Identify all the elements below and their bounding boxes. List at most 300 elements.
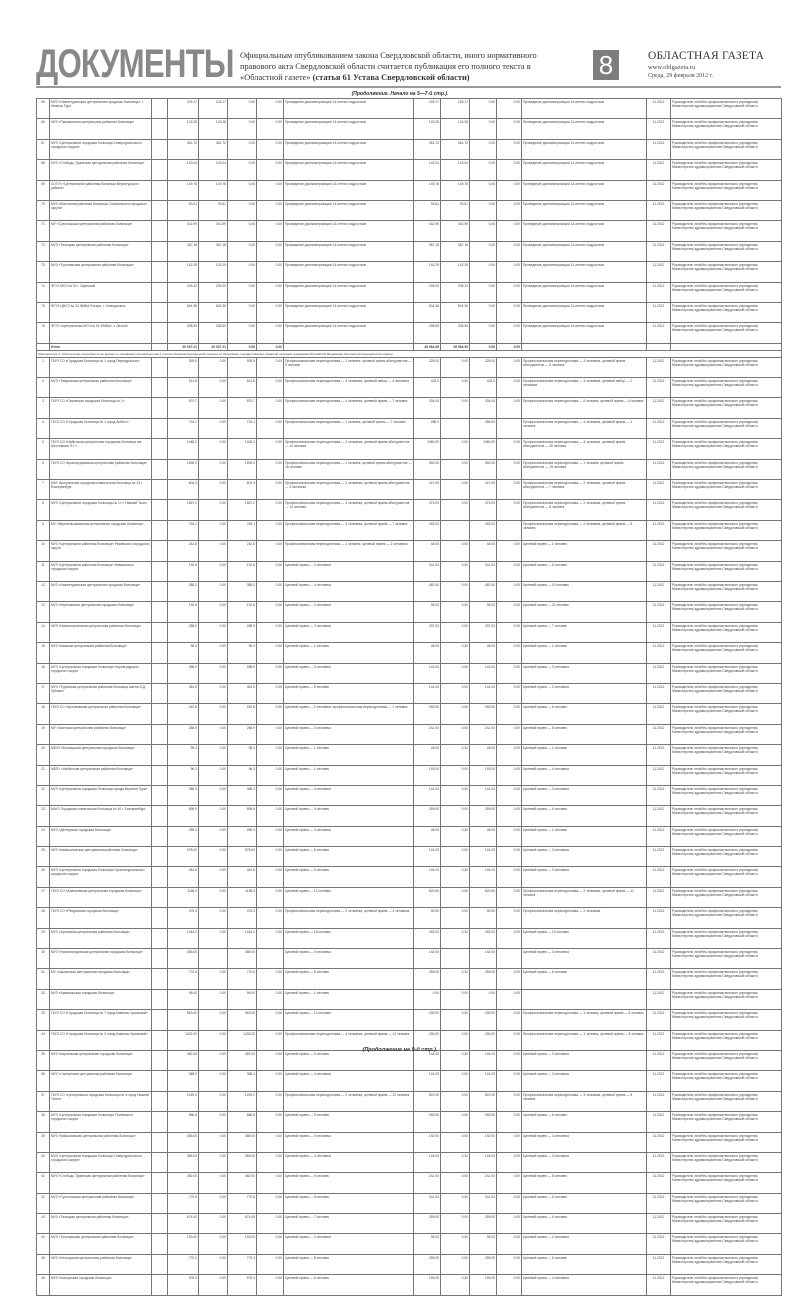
term-cell: 11.2012 <box>647 1234 671 1254</box>
act-cell: Профессиональная переподготовка — 4 человека, целевой прием — 7 человек <box>284 398 414 418</box>
n-cell: 25 <box>37 847 50 867</box>
a2-cell: 289.00 <box>414 806 441 826</box>
c2-cell: 286.00 <box>470 418 497 438</box>
a-cell: 899.9 <box>168 806 199 826</box>
d2-cell: 0.00 <box>497 989 522 1009</box>
empty-cell <box>152 867 168 887</box>
d2-cell <box>497 520 522 540</box>
c2-cell: 241.00 <box>470 1173 497 1193</box>
b2-cell: 0.00 <box>441 459 470 479</box>
d2-cell <box>497 418 522 438</box>
table-row <box>37 1050 782 1070</box>
act2-cell: Целевой прием — 3 человека <box>522 663 647 683</box>
c2-cell: 241.00 <box>470 724 497 744</box>
empty-cell <box>152 119 168 139</box>
b-cell: 0.00 <box>199 500 228 520</box>
c-cell: 764.1 <box>228 520 257 540</box>
org-cell: ФГУЗ ЦМСЧ № 31 ФМБА России, г. Новоуральск <box>50 302 152 322</box>
empty-cell <box>152 1173 168 1193</box>
table-row <box>37 663 782 683</box>
d-cell: 0.00 <box>257 785 284 805</box>
b2-cell: 0.00 <box>441 785 470 805</box>
act-cell: Целевой прием — 2 человека <box>284 1234 414 1254</box>
act-cell: Целевой прием — 4 человека <box>284 785 414 805</box>
d-cell: 0.00 <box>257 160 284 180</box>
b-cell: 0.00 <box>199 908 228 928</box>
table-row <box>37 949 782 969</box>
total-row <box>37 343 782 350</box>
term-cell: 11.2012 <box>647 1254 671 1274</box>
b-cell: 0.00 <box>199 724 228 744</box>
empty-cell <box>152 724 168 744</box>
table-row <box>37 282 782 302</box>
c2-cell: 192.00 <box>470 1132 497 1152</box>
b2-cell: 0.00 <box>441 1010 470 1030</box>
a-cell: 385.00 <box>168 1152 199 1172</box>
term-cell: 11.2012 <box>647 1214 671 1234</box>
a2-cell: 430.00 <box>414 1010 441 1030</box>
act2-cell: Целевой прием — 6 человек <box>522 969 647 989</box>
c-cell: 481.5 <box>228 683 257 703</box>
act-cell: Целевой прием — 6 человек <box>284 847 414 867</box>
d-cell: 0.00 <box>257 500 284 520</box>
act2-cell: Профессиональная переподготовка — 1 человек, целевой прием — 8 человек <box>522 1030 647 1050</box>
empty-cell <box>671 343 782 350</box>
b-cell: 342.99 <box>199 221 228 241</box>
act-cell: Целевой прием — 9 человек <box>284 806 414 826</box>
c2-cell: 0.00 <box>470 323 497 343</box>
a-cell: 149.78 <box>168 180 199 200</box>
c-cell: 385.00 <box>228 1152 257 1172</box>
a-cell: 93.61 <box>168 200 199 220</box>
b-cell: 0.00 <box>199 439 228 459</box>
act-cell: Профессиональная переподготовка — 1 человек, целевой прием — 7 человек <box>284 418 414 438</box>
empty-cell <box>152 1050 168 1070</box>
n-cell: 36 <box>37 1071 50 1091</box>
org-cell: МУЗ «Тугулымская центральная районная больница» <box>50 262 152 282</box>
d2-cell: 0.00 <box>497 439 522 459</box>
d-cell: 0.00 <box>257 887 284 907</box>
empty-cell <box>152 1152 168 1172</box>
c2-cell: 289.00 <box>470 1214 497 1234</box>
responsible-cell: Руководитель лечебно-профилактического учреждения, Министерство здравоохранения Свердловской области <box>671 241 782 261</box>
a-cell: 385.00 <box>168 949 199 969</box>
act2-cell: Целевой прием — 3 человека <box>522 867 647 887</box>
c2-cell: 289.00 <box>470 806 497 826</box>
c2-cell: 0.00 <box>470 989 497 1009</box>
d2-cell: 0.00 <box>497 200 522 220</box>
b2-cell: 0.00 <box>441 1030 470 1050</box>
b2-cell: 0.00 <box>441 643 470 663</box>
table-row <box>37 520 782 540</box>
b-cell: 0.00 <box>199 480 228 500</box>
table-row <box>37 357 782 377</box>
term-cell: 11.2012 <box>647 561 671 581</box>
term-cell: 11.2012 <box>647 928 671 948</box>
d2-cell: 0.00 <box>497 928 522 948</box>
b-cell: 604.36 <box>199 302 228 322</box>
a-cell: 142.29 <box>168 262 199 282</box>
d-cell: 0.00 <box>257 1214 284 1234</box>
d-cell: 0.00 <box>257 806 284 826</box>
n-cell: 74 <box>37 282 50 302</box>
c2-cell: 48.00 <box>470 745 497 765</box>
responsible-cell: Руководитель лечебно-профилактического учреждения, Министерство здравоохранения Свердловской области <box>671 99 782 119</box>
a2-cell: 142.29 <box>414 262 441 282</box>
empty-cell <box>37 343 50 350</box>
total-d-cell: 0.00 <box>257 343 284 350</box>
d-cell: 0.00 <box>257 908 284 928</box>
a2-cell: 193.00 <box>414 1275 441 1295</box>
org-cell: СОГУЗ «Центральная районная больница Верхотурского района» <box>50 180 152 200</box>
c2-cell: 48.00 <box>470 541 497 561</box>
b-cell: 205.20 <box>199 282 228 302</box>
n-cell: 3 <box>37 398 50 418</box>
act2-cell: Целевой прием — 6 человек <box>522 1214 647 1234</box>
empty-cell <box>152 1193 168 1213</box>
table-row <box>37 1234 782 1254</box>
a-cell: 361.72 <box>168 139 199 159</box>
empty-cell <box>152 602 168 622</box>
a2-cell: 149.78 <box>414 180 441 200</box>
responsible-cell: Руководитель лечебно-профилактического учреждения, Министерство здравоохранения Свердловской области <box>671 1214 782 1234</box>
term-cell: 11.2012 <box>647 663 671 683</box>
b2-cell: 0.00 <box>441 724 470 744</box>
act-cell: Профессиональная переподготовка — 4 человека, целевой прием — 13 человек <box>284 1030 414 1050</box>
c2-cell: 337.00 <box>470 622 497 642</box>
b2-cell: 0.00 <box>441 663 470 683</box>
empty-cell <box>152 806 168 826</box>
a2-cell: 205.20 <box>414 282 441 302</box>
b-cell: 0.00 <box>199 867 228 887</box>
act-cell: Проведение диспансеризации 14-летних подростков <box>284 139 414 159</box>
a2-cell: 433.0 <box>414 378 441 398</box>
act2-cell: Целевой прием — 5 человек <box>522 724 647 744</box>
d-cell: 0.00 <box>257 200 284 220</box>
act2-cell: Профессиональная переподготовка — 4 человека, целевой прием — 1 человек <box>522 418 647 438</box>
term-cell: 11.2012 <box>647 302 671 322</box>
d2-cell: 0.00 <box>497 357 522 377</box>
term-cell: 11.2012 <box>647 1112 671 1132</box>
b2-cell: 0.00 <box>441 908 470 928</box>
c2-cell: 0.00 <box>470 262 497 282</box>
b2-cell <box>441 418 470 438</box>
n-cell: 5 <box>37 439 50 459</box>
b2-cell: 0.00 <box>441 704 470 724</box>
act-cell: Целевой прием — 3 человека <box>284 826 414 846</box>
act-cell: Целевой прием — 5 человек <box>284 1050 414 1070</box>
c-cell: 0.00 <box>228 119 257 139</box>
org-cell: МУЗ «Арамильская городская больница» <box>50 989 152 1009</box>
n-cell: 40 <box>37 1152 50 1172</box>
responsible-cell: Руководитель лечебно-профилактического учреждения, Министерство здравоохранения Свердловской области <box>671 683 782 703</box>
act-cell: Проведение диспансеризации 14-летних подростков <box>284 180 414 200</box>
responsible-cell: Руководитель лечебно-профилактического учреждения, Министерство здравоохранения Свердловской области <box>671 663 782 683</box>
b-cell: 0.00 <box>199 1071 228 1091</box>
c2-cell: 328.00 <box>470 357 497 377</box>
d-cell: 0.00 <box>257 1091 284 1111</box>
b-cell: 0.00 <box>199 928 228 948</box>
d-cell: 0.00 <box>257 439 284 459</box>
b2-cell: 0.00 <box>441 622 470 642</box>
b2-cell: 0.00 <box>441 806 470 826</box>
act-cell: Целевой прием — 1 человек <box>284 765 414 785</box>
act2-cell: Целевой прием — 3 человека <box>522 683 647 703</box>
c2-cell: 241.00 <box>470 1193 497 1213</box>
act-cell: Целевой прием — 1 человек <box>284 643 414 663</box>
b-cell: 0.00 <box>199 1152 228 1172</box>
act-cell: Целевой прием — 3 человека <box>284 724 414 744</box>
d-cell: 0.00 <box>257 1275 284 1295</box>
a2-cell: 48.00 <box>414 643 441 663</box>
org-cell: МУЗ «Центральная городская больница» Полевского городского округа <box>50 1112 152 1132</box>
term-cell: 11.2012 <box>647 1091 671 1111</box>
org-cell: МУЗ «Байкаловская центральная районная больница» <box>50 1132 152 1152</box>
act-cell: Профессиональная переподготовка — 1 человек, целевой прием — 2 человека <box>284 541 414 561</box>
a-cell: 481.6 <box>168 867 199 887</box>
term-cell: 11.2012 <box>647 262 671 282</box>
empty-cell <box>152 847 168 867</box>
table-row <box>37 887 782 907</box>
a-cell: 674.00 <box>168 1214 199 1234</box>
c2-cell: 1060.00 <box>470 439 497 459</box>
a2-cell: 241.00 <box>414 561 441 581</box>
n-cell: 75 <box>37 302 50 322</box>
d-cell <box>257 949 284 969</box>
a2-cell: 193.00 <box>414 765 441 785</box>
act2-cell: Профессиональная переподготовка — 3 человека, целевой прием абитуриентов — 30 человек <box>522 439 647 459</box>
act-cell: Целевой прием — 8 человек <box>284 1193 414 1213</box>
term-cell: 11.2012 <box>647 887 671 907</box>
a-cell: 770.3 <box>168 1254 199 1274</box>
n-cell: 16 <box>37 663 50 683</box>
d2-cell: 0.00 <box>497 1214 522 1234</box>
term-cell: 11.2012 <box>647 160 671 180</box>
responsible-cell: Руководитель лечебно-профилактического учреждения, Министерство здравоохранения Свердловской области <box>671 418 782 438</box>
c2-cell: 90.00 <box>470 908 497 928</box>
c-cell: 963.00 <box>228 1010 257 1030</box>
org-cell: ГБУЗ СО «Ирбитская центральная городская больница им. Шестовских Л.Г.» <box>50 439 152 459</box>
d-cell: 0.00 <box>257 847 284 867</box>
b2-cell <box>441 520 470 540</box>
org-cell: МУЗ «Нижнетуринская центральная городская больница», г. Нижняя Тура <box>50 99 152 119</box>
a-cell: 866.8 <box>168 1112 199 1132</box>
n-cell: 17 <box>37 683 50 703</box>
org-cell: МУЗ «Центральная городская больница Североуральского городского округа» <box>50 1152 152 1172</box>
c-cell: 482.00 <box>228 1173 257 1193</box>
total-label-cell: Итого <box>50 343 152 350</box>
d2-cell: 0.00 <box>497 806 522 826</box>
org-cell: МУЗ «Сухоложская центральная районная больница» <box>50 1193 152 1213</box>
act2-cell <box>522 989 647 1009</box>
term-cell: 11.2012 <box>647 200 671 220</box>
c-cell: 604.3 <box>228 480 257 500</box>
a2-cell: 96.00 <box>414 602 441 622</box>
b2-cell: 0.00 <box>441 581 470 601</box>
act2-cell: Целевой прием — 3 человека <box>522 1152 647 1172</box>
org-cell: МУЗ «Талицкая центральная районная больница» <box>50 241 152 261</box>
act-cell: Целевой прием — 2 человека <box>284 561 414 581</box>
b-cell: 0.00 <box>199 847 228 867</box>
act-cell: Целевой прием — 3 человека <box>284 622 414 642</box>
empty-cell <box>152 561 168 581</box>
table-row <box>37 989 782 1009</box>
d-cell: 0.00 <box>257 969 284 989</box>
d-cell: 0.00 <box>257 119 284 139</box>
a2-cell: 328.00 <box>414 357 441 377</box>
act-cell: Целевой прием — 4 человека <box>284 1071 414 1091</box>
term-cell: 11.2012 <box>647 1132 671 1152</box>
c-cell: 674.00 <box>228 1214 257 1234</box>
n-cell: 32 <box>37 989 50 1009</box>
a-cell: 870.7 <box>168 398 199 418</box>
b-cell: 367.18 <box>199 241 228 261</box>
b2-cell: 0.00 <box>441 398 470 418</box>
org-cell: МУЗ «Слободо-Туринская центральная районная больница» <box>50 160 152 180</box>
c-cell: 192.6 <box>228 602 257 622</box>
b-cell: 0.00 <box>199 1214 228 1234</box>
term-cell: 11.2012 <box>647 520 671 540</box>
b2-cell: 143.04 <box>441 160 470 180</box>
org-cell: МУ «Сухоложская центральная районная больница» <box>50 221 152 241</box>
c2-cell: 482.00 <box>470 581 497 601</box>
a-cell: 143.28 <box>168 119 199 139</box>
c-cell: 770.6 <box>228 969 257 989</box>
table-row <box>37 1275 782 1295</box>
term-cell: 11.2012 <box>647 1050 671 1070</box>
term-cell: 11.2012 <box>647 180 671 200</box>
table-row <box>37 418 782 438</box>
a2-cell: 289.00 <box>414 1254 441 1274</box>
section-title: Мероприятие 4. Обеспечение потребности во врачах по основным специальностям с учетом объемов медицинской помощи по Программе государственных гарантий оказания гражданам Российской Федерации бесплатной медицинской помощи <box>37 350 782 357</box>
org-cell: МУЗ «Тавдинская центральная районная больница» <box>50 378 152 398</box>
c-cell: 242.8 <box>228 704 257 724</box>
newspaper-url[interactable]: www.oblgazeta.ru <box>648 64 696 71</box>
responsible-cell: Руководитель лечебно-профилактического учреждения, Министерство здравоохранения Свердловской области <box>671 378 782 398</box>
n-cell: 2 <box>37 378 50 398</box>
b2-cell: 361.72 <box>441 139 470 159</box>
c-cell: 0.00 <box>228 323 257 343</box>
d2-cell: 0.00 <box>497 1112 522 1132</box>
d-cell: 0.00 <box>257 724 284 744</box>
b2-cell: 338.50 <box>441 323 470 343</box>
page-number: 8 <box>593 50 619 80</box>
c2-cell: 241.00 <box>470 561 497 581</box>
empty-cell <box>284 343 414 350</box>
term-cell: 11.2012 <box>647 357 671 377</box>
c-cell: 578.00 <box>228 847 257 867</box>
a2-cell: 338.50 <box>414 323 441 343</box>
d2-cell: 0.00 <box>497 1010 522 1030</box>
term-cell: 11.2012 <box>647 1071 671 1091</box>
b2-cell: 143.28 <box>441 119 470 139</box>
act-cell: Целевой прием — 4 человека <box>284 1152 414 1172</box>
act-cell: Проведение диспансеризации 14-летних подростков <box>284 119 414 139</box>
table-row <box>37 602 782 622</box>
a2-cell: 144.00 <box>414 785 441 805</box>
act2-cell: Проведение диспансеризации 14-летних подростков <box>522 99 647 119</box>
c-cell: 385.00 <box>228 1132 257 1152</box>
org-cell: МУЗ «Нижнесалдинская центральная городская больница» <box>50 949 152 969</box>
c-cell: 193.00 <box>228 1234 257 1254</box>
act-cell: Профессиональная переподготовка — 2 человека, целевой прием — 4 человека <box>284 908 414 928</box>
a2-cell: 48.00 <box>414 541 441 561</box>
newspaper-name: ОБЛАСТНАЯ ГАЗЕТА <box>648 50 765 62</box>
empty-cell <box>152 1214 168 1234</box>
d-cell: 0.00 <box>257 378 284 398</box>
c-cell: 770.3 <box>228 1254 257 1274</box>
empty-cell <box>152 200 168 220</box>
act2-cell: Профессиональная переподготовка — 2 человека, целевой прием абитуриентов — 7 человек <box>522 480 647 500</box>
c-cell: 1249.2 <box>228 1091 257 1111</box>
b2-cell: 0.00 <box>441 1193 470 1213</box>
empty-cell <box>152 1132 168 1152</box>
a-cell: 288.9 <box>168 724 199 744</box>
total-b2-cell: 28 964.39 <box>441 343 470 350</box>
org-cell: ГБУЗ СО «Городская больница № 7 город Каменск-Уральский» <box>50 1010 152 1030</box>
a-cell: 1567.2 <box>168 500 199 520</box>
a2-cell: 144.00 <box>414 1152 441 1172</box>
responsible-cell: Руководитель лечебно-профилактического учреждения, Министерство здравоохранения Свердловской области <box>671 785 782 805</box>
a2-cell: 241.00 <box>414 724 441 744</box>
a-cell: 338.50 <box>168 323 199 343</box>
continuation-note-bottom: (Продолжение на 9-й стр.). <box>362 1047 438 1053</box>
act-cell: Целевой прием — 12 человек <box>284 887 414 907</box>
act2-cell: Проведение диспансеризации 14-летних подростков <box>522 200 647 220</box>
term-cell: 11.2012 <box>647 323 671 343</box>
c-cell: 482.00 <box>228 1050 257 1070</box>
c2-cell: 48.00 <box>470 643 497 663</box>
d2-cell: 0.00 <box>497 663 522 683</box>
act2-cell: Целевой прием — 1 человек <box>522 541 647 561</box>
act2-cell: Проведение диспансеризации 14-летних подростков <box>522 262 647 282</box>
org-cell: МУЗ «Бисертская городская больница» <box>50 1275 152 1295</box>
n-cell: 65 <box>37 99 50 119</box>
d2-cell: 0.00 <box>497 1234 522 1254</box>
n-cell: 38 <box>37 1112 50 1132</box>
b-cell: 0.00 <box>199 826 228 846</box>
a-cell: 96.3 <box>168 643 199 663</box>
act-cell: Целевой прием — 15 человек <box>284 928 414 948</box>
act2-cell: Профессиональная переподготовка — 2 человека, целевой прием абитуриентов — 8 человек <box>522 500 647 520</box>
act-cell: Целевой прием — 4 человека <box>284 581 414 601</box>
d2-cell: 0.00 <box>497 643 522 663</box>
d2-cell: 0.00 <box>497 1030 522 1050</box>
c2-cell: 430.00 <box>470 1010 497 1030</box>
d-cell: 0.00 <box>257 541 284 561</box>
act-cell: Профессиональная переподготовка — 4 человека, целевой прием абитуриентов — 14 человек <box>284 500 414 520</box>
b2-cell: 0.00 <box>441 867 470 887</box>
c2-cell: 0.00 <box>470 119 497 139</box>
b-cell: 0.00 <box>199 1275 228 1295</box>
b-cell: 0.00 <box>199 378 228 398</box>
d-cell: 0.00 <box>257 1112 284 1132</box>
responsible-cell: Руководитель лечебно-профилактического учреждения, Министерство здравоохранения Свердловской области <box>671 969 782 989</box>
responsible-cell: Руководитель лечебно-профилактического учреждения, Министерство здравоохранения Свердловской области <box>671 520 782 540</box>
b-cell: 0.00 <box>199 1173 228 1193</box>
total-c-cell: 0.00 <box>228 343 257 350</box>
a2-cell: 48.00 <box>414 745 441 765</box>
responsible-cell: Руководитель лечебно-профилактического учреждения, Министерство здравоохранения Свердловской области <box>671 724 782 744</box>
responsible-cell: Руководитель лечебно-профилактического учреждения, Министерство здравоохранения Свердловской области <box>671 1071 782 1091</box>
c2-cell: 144.00 <box>470 867 497 887</box>
d2-cell: 0.00 <box>497 908 522 928</box>
d-cell: 0.00 <box>257 241 284 261</box>
d-cell: 0.00 <box>257 357 284 377</box>
b2-cell <box>441 949 470 969</box>
a-cell: 96.3 <box>168 765 199 785</box>
b-cell: 226.17 <box>199 99 228 119</box>
